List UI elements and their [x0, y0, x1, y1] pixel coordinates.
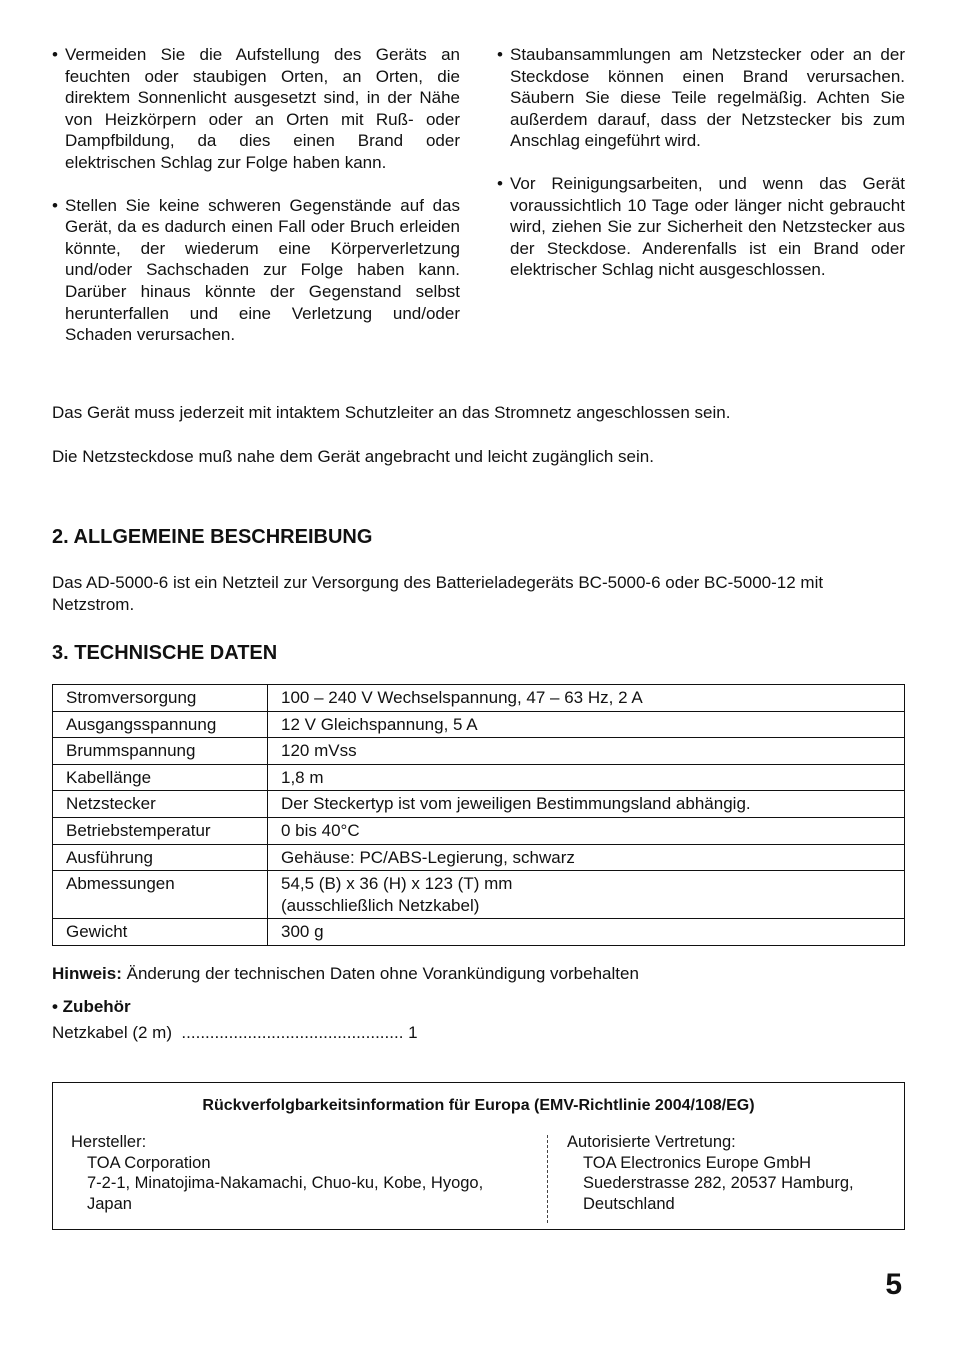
spec-value: Gehäuse: PC/ABS-Legierung, schwarz — [268, 844, 905, 871]
safety-column-left — [52, 44, 460, 367]
ground-note: Das Gerät muss jederzeit mit intaktem Schutzleiter an das Stromnetz angeschlossen sein. — [52, 403, 731, 422]
spec-label: Brummspannung — [53, 738, 268, 765]
spec-note-text: Änderung der technischen Daten ohne Vorankündigung vorbehalten — [121, 964, 639, 983]
representative-heading: Autorisierte Vertretung: — [567, 1133, 736, 1151]
representative-block — [567, 1132, 897, 1214]
table-row — [53, 791, 905, 818]
spec-note-label: Hinweis: — [52, 964, 122, 983]
safety-bullet-text: Vermeiden Sie die Aufstellung des Geräts an feuchten oder staubigen Orten, an Orten, die direktem Sonnenlicht ausgesetzt sind, in der Nähe von Heizkörpern oder an Orten mit Ruß- oder Dampfbildung, da dies einen Brand oder elektrischen Schlag zur Folge haben kann. — [65, 45, 460, 172]
table-row — [53, 764, 905, 791]
traceability-title: Rückverfolgbarkeitsinformation für Europa (EMV-Richtlinie 2004/108/EG) — [202, 1097, 755, 1114]
table-row — [53, 919, 905, 946]
safety-bullet — [497, 44, 905, 152]
representative-line: Suederstrasse 282, 20537 Hamburg, — [583, 1174, 854, 1193]
table-row — [53, 817, 905, 844]
spec-value: 120 mVss — [268, 738, 905, 765]
socket-note: Die Netzsteckdose muß nahe dem Gerät angebracht und leicht zugänglich sein. — [52, 447, 654, 466]
bullet-marker: • — [52, 195, 58, 215]
spec-value: 1,8 m — [268, 764, 905, 791]
spec-label: Netzstecker — [53, 791, 268, 818]
table-row — [53, 871, 905, 919]
spec-table — [52, 684, 905, 946]
safety-bullet — [52, 195, 460, 346]
spec-label: Abmessungen — [53, 871, 268, 919]
spec-value: 100 – 240 V Wechselspannung, 47 – 63 Hz, 2 A — [268, 685, 905, 712]
spec-label: Ausführung — [53, 844, 268, 871]
bullet-marker: • — [52, 45, 58, 64]
representative-line: TOA Electronics Europe GmbH — [583, 1153, 812, 1172]
spec-value: 300 g — [268, 919, 905, 946]
safety-bullet — [497, 173, 905, 281]
section-2-heading: 2. ALLGEMEINE BESCHREIBUNG — [52, 526, 373, 548]
safety-bullet-text: Vor Reinigungsarbeiten, und wenn das Gerät voraussichtlich 10 Tage oder länger nicht gebraucht wird, ziehen Sie zur Sicherheit den Netzstecker aus der Steckdose. Anderenfalls ist ein Brand oder elektrischer Schlag nicht ausgeschlossen. — [510, 173, 905, 280]
section-2-text: Das AD-5000-6 ist ein Netzteil zur Versorgung des Batterieladegeräts BC-5000-6 oder BC-5000-12 mit Netzstrom. — [52, 573, 824, 614]
spec-value: 0 bis 40°C — [268, 817, 905, 844]
manufacturer-line: TOA Corporation — [87, 1153, 211, 1172]
spec-label: Ausgangsspannung — [53, 711, 268, 738]
accessory-item: Netzkabel (2 m) ............................................... 1 — [52, 1023, 418, 1042]
spec-value: 12 V Gleichspannung, 5 A — [268, 711, 905, 738]
manufacturer-heading: Hersteller: — [71, 1133, 147, 1151]
manufacturer-block — [71, 1132, 541, 1214]
accessory-heading: • Zubehör — [52, 997, 131, 1016]
safety-bullet-text: Stellen Sie keine schweren Gegenstände auf das Gerät, da es dadurch einen Fall oder Bruch erleiden könnte, der wiederum eine Körperverletzung und/oder Sachschaden zur Folge haben kann. Darüber hinaus könnte der Gegenstand selbst herunterfallen und eine Verletzung und/oder Schaden verursachen. — [65, 195, 460, 345]
safety-bullet-text: Staubansammlungen am Netzstecker oder an der Steckdose können einen Brand verursachen. Säubern Sie diese Teile regelmäßig. Achten Sie außerdem darauf, dass der Netzstecker bis zum Anschlag eingeführt wird. — [510, 45, 905, 151]
manufacturer-line: 7-2-1, Minatojima-Nakamachi, Chuo-ku, Kobe, Hyogo, — [87, 1174, 484, 1193]
spec-value-line-2: (ausschließlich Netzkabel) — [281, 895, 480, 915]
spec-note — [52, 963, 904, 985]
traceability-box — [52, 1082, 905, 1230]
spec-label: Betriebstemperatur — [53, 817, 268, 844]
spec-label: Stromversorgung — [53, 685, 268, 712]
section-3-heading: 3. TECHNISCHE DATEN — [52, 642, 278, 664]
spec-label: Kabellänge — [53, 764, 268, 791]
representative-line: Deutschland — [583, 1194, 675, 1213]
table-row — [53, 738, 905, 765]
table-row — [53, 685, 905, 712]
safety-bullet — [52, 44, 460, 174]
spec-label: Gewicht — [53, 919, 268, 946]
bullet-marker: • — [497, 45, 503, 64]
dashed-divider — [547, 1135, 548, 1223]
table-row — [53, 844, 905, 871]
page-number: 5 — [885, 1268, 902, 1301]
manufacturer-line: Japan — [87, 1194, 132, 1213]
spec-value-cell — [268, 871, 905, 919]
safety-column-right — [497, 44, 905, 302]
spec-value: 54,5 (B) x 36 (H) x 123 (T) mm — [281, 874, 513, 894]
spec-value: Der Steckertyp ist vom jeweiligen Bestimmungsland abhängig. — [268, 791, 905, 818]
table-row — [53, 711, 905, 738]
bullet-marker: • — [497, 173, 503, 193]
